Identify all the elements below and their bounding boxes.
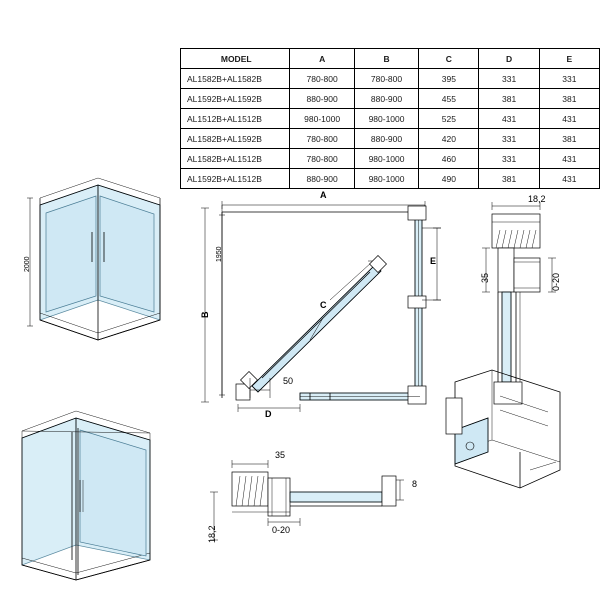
cell-e: 331 [539,69,599,89]
cell-a: 780-800 [290,149,354,169]
cell-a: 880-900 [290,89,354,109]
cell-e: 381 [539,89,599,109]
cell-model: AL1582B+AL1592B [181,129,290,149]
detail-bottom-thickness-label: 8 [412,479,418,489]
cell-c: 455 [419,89,479,109]
cell-a: 980-1000 [290,109,354,129]
cell-e: 431 [539,149,599,169]
cell-b: 980-1000 [354,169,418,189]
cell-c: 420 [419,129,479,149]
cell-a: 780-800 [290,129,354,149]
detail-bottom-gap-label: 0-20 [272,525,291,535]
cell-c: 525 [419,109,479,129]
detail-right-gap-label: 0-20 [551,272,561,291]
cell-model: AL1512B+AL1512B [181,109,290,129]
col-header-d: D [479,49,539,69]
plan-dim-b-label: B [200,311,210,318]
cell-c: 395 [419,69,479,89]
plan-dim-height-label: 1950 [216,246,223,262]
detail-bottom-height-label: 18,2 [207,525,217,543]
cell-b: 880-900 [354,89,418,109]
detail-right-width-label: 18,2 [528,194,546,204]
plan-dim-50-label: 50 [283,376,294,386]
col-header-a: A [290,49,354,69]
iso-height-label: 2000 [24,256,31,272]
cell-model: AL1582B+AL1512B [181,149,290,169]
cell-e: 431 [539,109,599,129]
col-header-c: C [419,49,479,69]
cell-d: 431 [479,109,539,129]
cell-e: 381 [539,129,599,149]
cell-a: 780-800 [290,69,354,89]
cell-d: 331 [479,149,539,169]
col-header-b: B [354,49,418,69]
cell-d: 381 [479,169,539,189]
cell-model: AL1582B+AL1582B [181,69,290,89]
plan-dim-e-label: E [430,256,437,266]
col-header-e: E [539,49,599,69]
cell-c: 490 [419,169,479,189]
cell-d: 381 [479,89,539,109]
cell-c: 460 [419,149,479,169]
cell-b: 980-1000 [354,109,418,129]
cell-d: 331 [479,69,539,89]
detail-bottom-width-label: 35 [275,450,286,460]
cell-model: AL1592B+AL1512B [181,169,290,189]
cell-b: 880-900 [354,129,418,149]
plan-dim-a-label: A [320,190,327,200]
cell-b: 780-800 [354,69,418,89]
detail-right-depth-label: 35 [480,272,490,283]
cell-model: AL1592B+AL1592B [181,89,290,109]
cell-e: 431 [539,169,599,189]
cell-d: 331 [479,129,539,149]
iso-view-sliding-enclosure [22,411,150,580]
detail-vertical-profile [482,202,556,404]
iso-view-corner-enclosure [27,178,160,340]
detail-horizontal-profile [210,460,404,540]
plan-dim-d-label: D [265,409,272,419]
cell-b: 980-1000 [354,149,418,169]
plan-dim-c-label: C [320,300,327,310]
col-header-model: MODEL [181,49,290,69]
cell-a: 880-900 [290,169,354,189]
